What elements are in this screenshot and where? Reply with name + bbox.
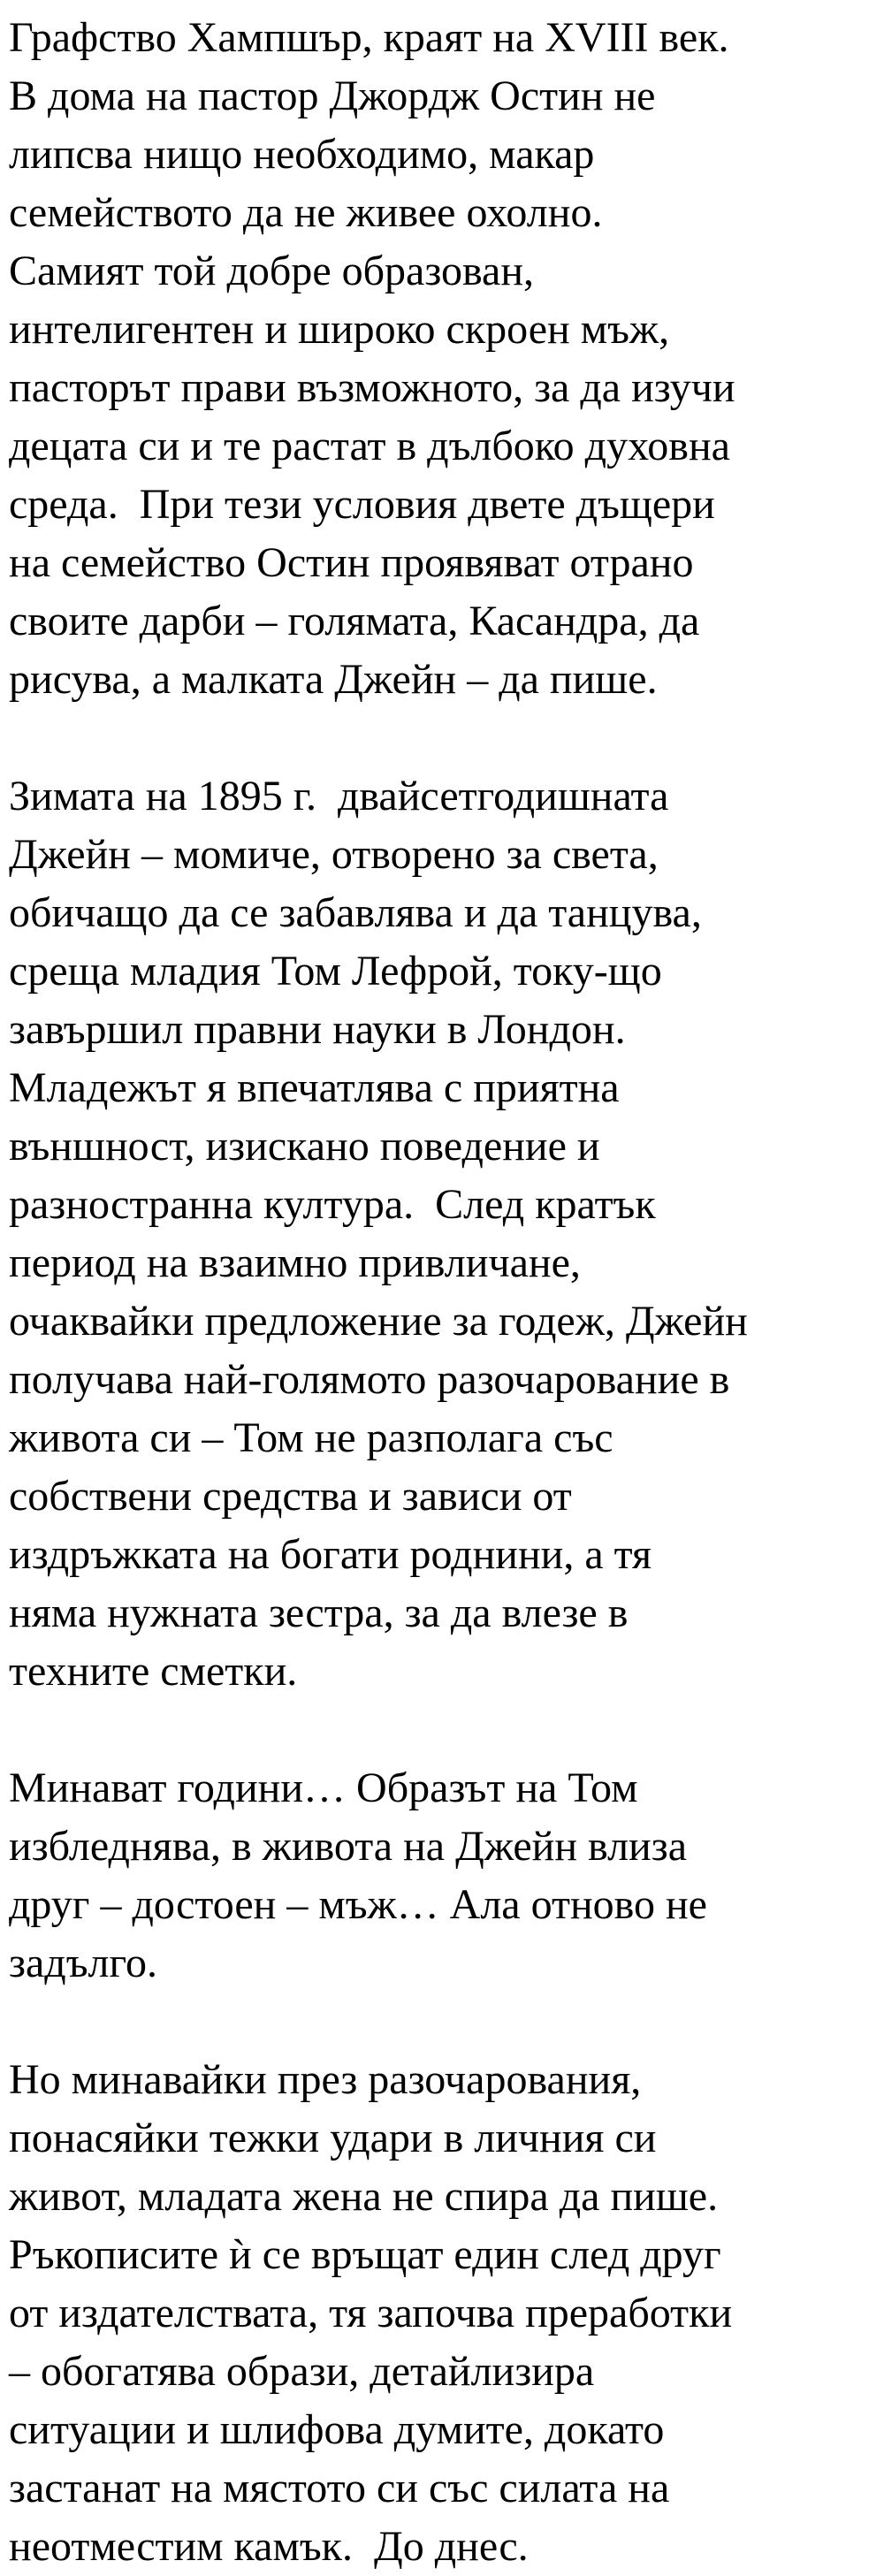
text-line: децата си и те растат в дълбоко духовна <box>9 423 730 469</box>
text-line: получава най-голямото разочарование в <box>9 1356 730 1403</box>
text-line: среда. При тези условия двете дъщери <box>9 481 715 528</box>
text-line: пасторът прави възможното, за да изучи <box>9 364 735 411</box>
text-line: собствени средства и зависи от <box>9 1473 572 1520</box>
text-line: Зимата на 1895 г. двайсетгодишната <box>9 773 669 819</box>
text-line: живот, младата жена не спира да пише. <box>9 2173 719 2220</box>
text-line: неотместим камък. До днес. <box>9 2523 529 2570</box>
text-line: Минават години… Образът на Том <box>9 1764 638 1811</box>
text-line: Графство Хампшър, краят на XVIII век. <box>9 14 729 61</box>
paragraph-1 <box>9 9 884 709</box>
text-line: обичащо да се забавлява и да танцува, <box>9 889 702 936</box>
text-line: семейството да не живее охолно. <box>9 189 603 236</box>
text-line: завършил правни науки в Лондон. <box>9 1006 626 1053</box>
text-line: Самият той добре образован, <box>9 248 535 294</box>
text-line: разностранна култура. След кратък <box>9 1181 656 1228</box>
text-line: среща младия Том Лефрой, току-що <box>9 948 662 995</box>
text-line: ситуации и шлифова думите, докато <box>9 2406 665 2453</box>
text-line: Но минавайки през разочарования, <box>9 2056 642 2103</box>
text-line: период на взаимно привличане, <box>9 1239 581 1286</box>
text-line: Ръкописите ѝ се връщат един след друг <box>9 2231 721 2278</box>
text-line: своите дарби – голямата, Касандра, да <box>9 598 700 644</box>
text-line: В дома на пастор Джордж Остин не <box>9 72 656 119</box>
paragraph-3 <box>9 1759 884 1993</box>
text-line: външност, изискано поведение и <box>9 1123 600 1170</box>
text-line: – обогатява образи, детайлизира <box>9 2348 595 2395</box>
text-line: избледнява, в живота на Джейн влиза <box>9 1823 687 1870</box>
text-line: застанат на мястото си със силата на <box>9 2465 670 2511</box>
text-line: техните сметки. <box>9 1648 298 1695</box>
text-line: Младежът я впечатлява с приятна <box>9 1064 620 1111</box>
text-line: Джейн – момиче, отворено за света, <box>9 831 659 878</box>
text-line: задълго. <box>9 1940 157 1986</box>
text-line: от издателствата, тя започва преработки <box>9 2290 733 2336</box>
text-line: очаквайки предложение за годеж, Джейн <box>9 1298 748 1345</box>
paragraph-4 <box>9 2051 884 2576</box>
text-line: на семейство Остин проявяват отрано <box>9 539 694 586</box>
text-line: интелигентен и широко скроен мъж, <box>9 306 670 353</box>
text-line: друг – достоен – мъж… Ала отново не <box>9 1881 707 1928</box>
text-line: рисува, а малката Джейн – да пише. <box>9 656 658 703</box>
text-line: живота си – Том не разполага със <box>9 1414 613 1461</box>
text-line: понасяйки тежки удари в личния си <box>9 2115 657 2161</box>
text-line: няма нужната зестра, за да влезе в <box>9 1589 629 1636</box>
paragraph-2 <box>9 767 884 1701</box>
text-line: издръжката на богати роднини, а тя <box>9 1531 652 1578</box>
text-line: липсва нищо необходимо, макар <box>9 131 595 178</box>
